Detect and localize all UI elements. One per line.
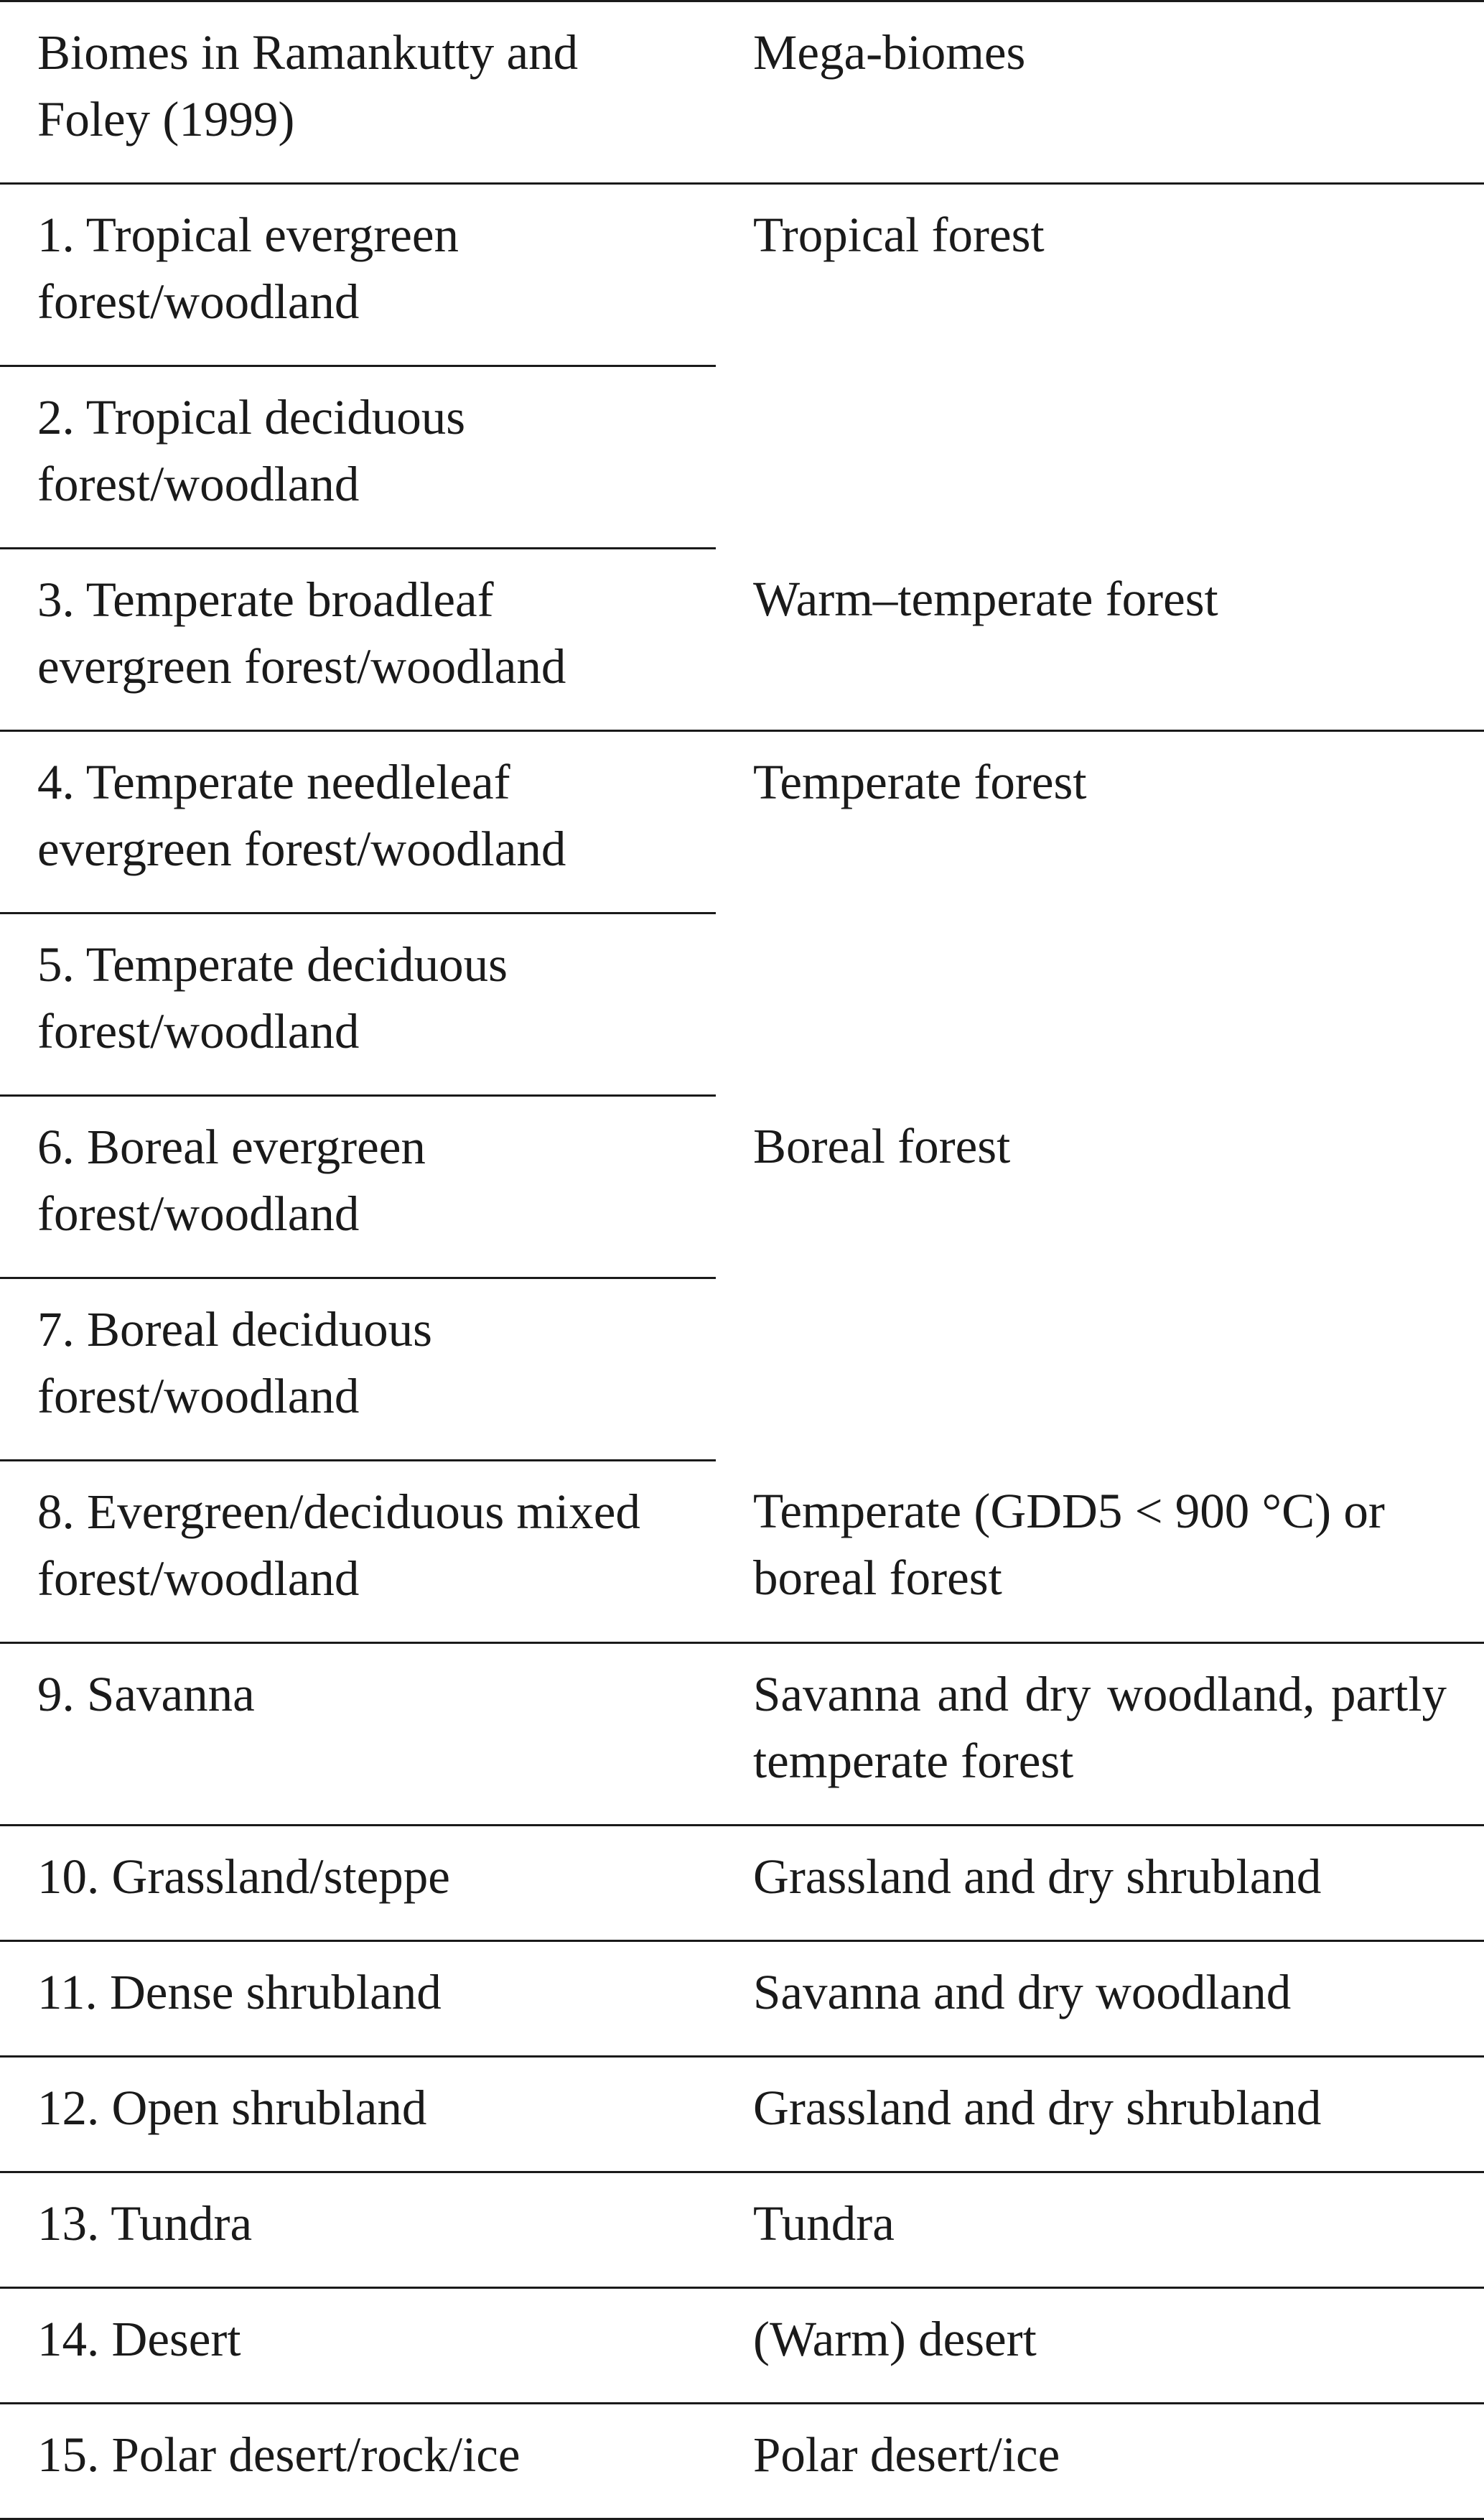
biome-cell: 11. Dense shrubland [0,1941,716,2057]
biome-cell: 12. Open shrubland [0,2057,716,2172]
mega-biome-cell: Polar desert/ice [716,2404,1484,2519]
biome-cell: 10. Grassland/steppe [0,1826,716,1941]
mega-biome-cell: Savanna and dry woodland [716,1941,1484,2057]
biome-cell: 15. Polar desert/rock/ice [0,2404,716,2519]
table-row [0,1643,1484,1826]
biome-cell: 3. Temperate broadleaf evergreen forest/woodland [0,549,716,731]
biome-cell: 7. Boreal deciduous forest/woodland [0,1278,716,1461]
mega-biome-cell: Temperate forest [753,755,1087,809]
table-row [0,549,1484,731]
header-biomes: Biomes in Ramankutty and Foley (1999) [0,1,716,184]
table-row [0,2172,1484,2288]
biome-cell: 2. Tropical deciduous forest/woodland [0,366,716,549]
biome-cell: 5. Temperate deciduous forest/woodland [0,913,716,1096]
mega-biome-cell: Grassland and dry shrubland [716,1826,1484,1941]
mega-biome-cell: Grassland and dry shrubland [716,2057,1484,2172]
mega-biome-cell: Tropical forest [753,208,1045,262]
biome-cell: 8. Evergreen/deciduous mixed forest/woodland [0,1461,716,1643]
table-row [0,1826,1484,1941]
biome-cell: 14. Desert [0,2288,716,2404]
table-row [0,731,1484,913]
table-row [0,2404,1484,2519]
table-row [0,1941,1484,2057]
header-mega-biomes: Mega-biomes [716,1,1484,184]
table-row [0,2057,1484,2172]
biome-cell: 1. Tropical evergreen forest/woodland [0,184,716,366]
mega-biome-cell: Savanna and dry woodland, partly temperate forest [716,1643,1484,1826]
biome-cell: 4. Temperate needleleaf evergreen forest/woodland [0,731,716,913]
mega-biome-cell: Tundra [716,2172,1484,2288]
mega-biome-cell: Temperate (GDD5 < 900 °C) or boreal forest [716,1461,1484,1643]
biome-cell: 13. Tundra [0,2172,716,2288]
table-header-row [0,1,1484,184]
table-row [0,184,1484,366]
mega-biome-cell: Warm–temperate forest [716,549,1484,731]
table-row [0,2288,1484,2404]
table-row [0,1096,1484,1278]
table-row [0,1461,1484,1643]
mega-biome-cell: (Warm) desert [716,2288,1484,2404]
mega-biome-cell: Boreal forest [753,1118,1011,1173]
biome-cell: 9. Savanna [0,1643,716,1826]
biome-cell: 6. Boreal evergreen forest/woodland [0,1096,716,1278]
